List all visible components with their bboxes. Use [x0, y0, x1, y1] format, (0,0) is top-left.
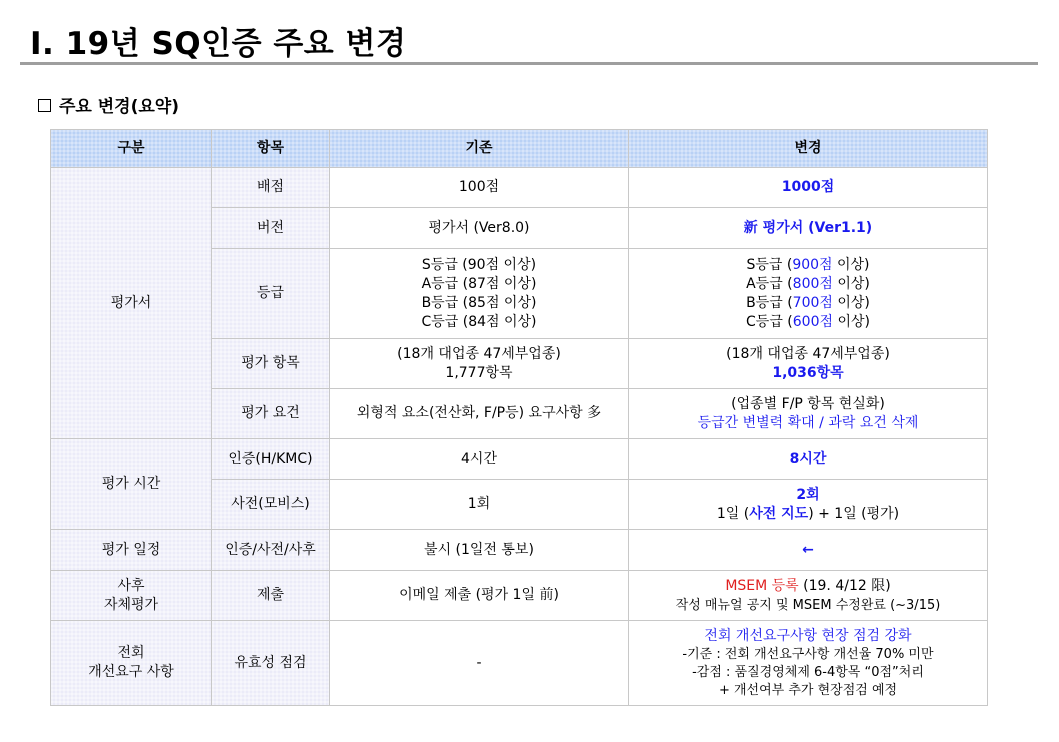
- summary-table: [50, 129, 988, 706]
- after-grade-a: A등급 (800점 이상): [746, 275, 870, 292]
- before-certification: 4시간: [330, 439, 629, 480]
- after-certification: 8시간: [629, 439, 988, 480]
- before-grade-a: A등급 (87점 이상): [421, 275, 537, 292]
- after-score: 1000점: [629, 168, 988, 208]
- checkbox-bullet-icon: [38, 99, 51, 112]
- after-version: 新 평가서 (Ver1.1): [629, 208, 988, 249]
- header-category: 구분: [51, 130, 212, 168]
- after-grade-c: C등급 (600점 이상): [746, 313, 870, 330]
- table-row: [51, 530, 988, 571]
- item-validity: 유효성 점검: [212, 621, 330, 706]
- section-heading-text: 주요 변경(요약): [59, 97, 179, 117]
- before-requirements: 외형적 요소(전산화, F/P등) 요구사항 多: [330, 389, 629, 439]
- after-requirements: (업종별 F/P 항목 현실화) 등급간 변별력 확대 / 과락 요건 삭제: [629, 389, 988, 439]
- header-before: 기존: [330, 130, 629, 168]
- before-version: 평가서 (Ver8.0): [330, 208, 629, 249]
- after-grade-b: B등급 (700점 이상): [746, 294, 870, 311]
- after-validity: 전회 개선요구사항 현장 점검 강화 -기준 : 전회 개선요구사항 개선율 70% 미만 -감점 : 품질경영체제 6-4항목 “0점”처리 + 개선여부 추가 현장점검 예정: [629, 621, 988, 706]
- group-previous: 전회 개선요구 사항: [51, 621, 212, 706]
- header-row: [51, 130, 988, 168]
- group-time: 평가 시간: [51, 439, 212, 530]
- before-schedule: 불시 (1일전 통보): [330, 530, 629, 571]
- after-schedule-arrow: ←: [629, 530, 988, 571]
- before-validity: -: [330, 621, 629, 706]
- header-item: 항목: [212, 130, 330, 168]
- after-eval-items: (18개 대업종 47세부업종) 1,036항목: [629, 339, 988, 389]
- after-submission: MSEM 등록 (19. 4/12 限) 작성 매뉴얼 공지 및 MSEM 수정완료 (~3/15): [629, 571, 988, 621]
- before-eval-items: (18개 대업종 47세부업종) 1,777항목: [330, 339, 629, 389]
- before-pre-check: 1회: [330, 480, 629, 530]
- item-submission: 제출: [212, 571, 330, 621]
- after-grade: [629, 249, 988, 339]
- table-row: [51, 571, 988, 621]
- section-heading: [38, 92, 179, 117]
- before-grade-c: C등급 (84점 이상): [421, 313, 537, 330]
- before-grade-b: B등급 (85점 이상): [421, 294, 537, 311]
- slide-title: Ⅰ. 19년 SQ인증 주요 변경: [30, 26, 407, 62]
- after-pre-check: 2회 1일 (사전 지도) + 1일 (평가): [629, 480, 988, 530]
- table-row: [51, 621, 988, 706]
- item-grade: 등급: [212, 249, 330, 339]
- item-score: 배점: [212, 168, 330, 208]
- group-schedule: 평가 일정: [51, 530, 212, 571]
- item-schedule: 인증/사전/사후: [212, 530, 330, 571]
- before-grade: [330, 249, 629, 339]
- title-divider: [20, 62, 1038, 65]
- item-certification: 인증(H/KMC): [212, 439, 330, 480]
- header-after: 변경: [629, 130, 988, 168]
- table-row: [51, 168, 988, 208]
- group-self-eval: 사후 자체평가: [51, 571, 212, 621]
- after-grade-s: S등급 (900점 이상): [746, 256, 870, 273]
- table-row: [51, 439, 988, 480]
- item-version: 버전: [212, 208, 330, 249]
- group-evaluation: 평가서: [51, 168, 212, 439]
- item-eval-items: 평가 항목: [212, 339, 330, 389]
- before-grade-s: S등급 (90점 이상): [421, 256, 537, 273]
- item-pre-check: 사전(모비스): [212, 480, 330, 530]
- before-submission: 이메일 제출 (평가 1일 前): [330, 571, 629, 621]
- before-score: 100점: [330, 168, 629, 208]
- item-requirements: 평가 요건: [212, 389, 330, 439]
